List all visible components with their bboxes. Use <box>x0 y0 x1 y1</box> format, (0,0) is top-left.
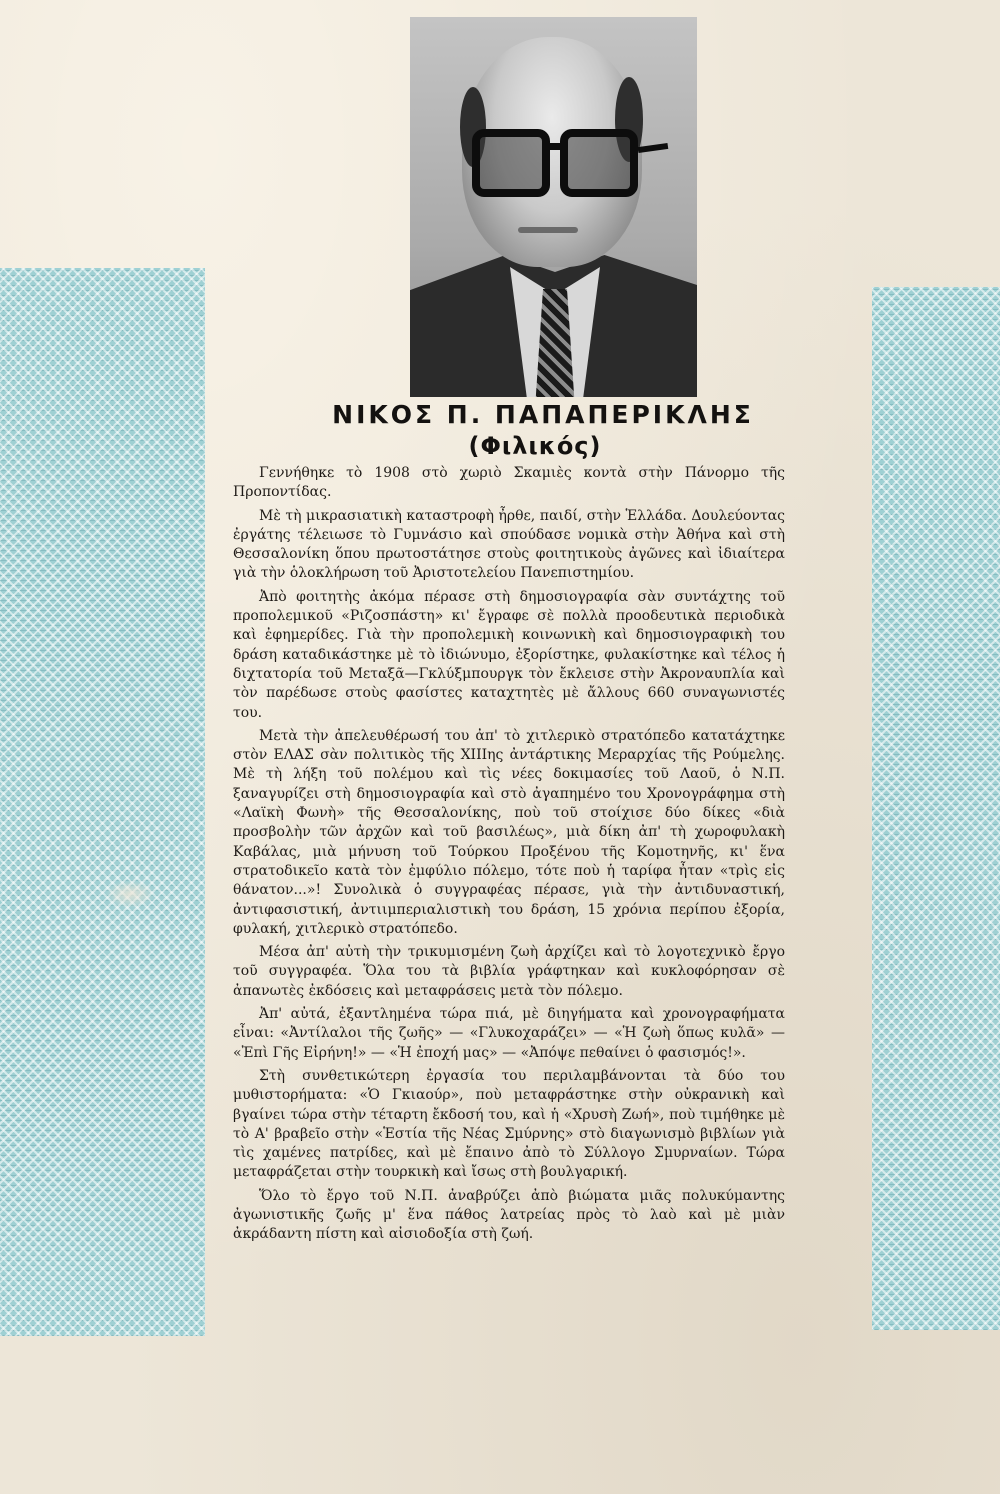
portrait-glasses-arm <box>638 143 669 153</box>
author-name: ΝΙΚΟΣ Π. ΠΑΠΑΠΕΡΙΚΛΗΣ <box>332 400 754 429</box>
bio-paragraph-birth: Γεννήθηκε τὸ 1908 στὸ χωριὸ Σκαμιὲς κοντὰ στὴν Πάνορμο τῆς Προποντίδας. <box>233 465 785 501</box>
bio-paragraph-education: Μὲ τὴ μικρασιατικὴ καταστροφὴ ἦρθε, παιδί, στὴν Ἑλλάδα. Δουλεύοντας ἐργάτης τέλειωσε τὸ Γυμνάσιο καὶ σπούδασε νομικὰ στὴν Ἀθήνα καὶ στὴ Θεσσαλονίκη ὅπου πρωτοστάτησε στοὺς φοιτητικοὺς ἀγῶνες καὶ ἰδιαίτερα γιὰ τὴν ὁλοκλήρωση τοῦ Ἀριστοτελείου Πανεπιστημίου. <box>233 507 785 582</box>
portrait-glasses-bridge <box>548 143 564 150</box>
author-portrait <box>410 17 697 397</box>
bio-paragraph-summary: Ὅλο τὸ ἔργο τοῦ Ν.Π. ἀναβρύζει ἀπὸ βιώματα μιᾶς πολυκύμαντης ἀγωνιστικῆς ζωῆς μ' ἕνα πάθος λατρείας πρὸς τὸ λαὸ καὶ μὲ μιὰν ἀκράδαντη πίστη καὶ αἰσιοδοξία στὴ ζωή. <box>233 1187 785 1243</box>
left-crosshatch-pattern <box>0 268 205 1336</box>
paper-wear-mark <box>105 880 155 908</box>
author-pseudonym: (Φιλικός) <box>468 432 602 460</box>
bio-paragraph-liberation: Μετὰ τὴν ἀπελευθέρωσή του ἀπ' τὸ χιτλερικὸ στρατόπεδο κατατάχτηκε στὸν ΕΛΑΣ σὰν πολιτικὸς τῆς XIIIης ἀντάρτικης Μεραρχίας τῆς Ρούμελης. Μὲ τὴ λήξη τοῦ πολέμου καὶ τὶς νέες δοκιμασίες τοῦ Λαοῦ, ὁ Ν.Π. ξαναγυρίζει στὴ δημοσιογραφία καὶ στὸ ἀγαπημένο του Χρονογράφημα στὴ «Λαϊκὴ Φωνὴ» τῆς Θεσσαλονίκης, ποὺ τοῦ στοίχισε δύο δίκες «διὰ προσβολὴν τῶν ἀρχῶν καὶ τοῦ βασιλέως», μιὰ δίκη ἀπ' τὴ χωροφυλακὴ Καβάλας, μιὰ μήνυση τοῦ Τούρκου Προξένου τῆς Κομοτηνῆς, κι' ἕνα στρατοδικεῖο κατὰ τὸν ἐμφύλιο πόλεμο, τότε ποὺ ἡ ταρίφα ἦταν «τρὶς εἰς θάνατον...»! Συνολικὰ ὁ συγγραφέας πέρασε, γιὰ τὴν ἀντιδυναστική, ἀντιφασιστική, ἀντιιμπεριαλιστικὴ του δράση, 15 χρόνια περίπου ἐξορία, φυλακή, χιτλερικὸ στρατόπεδο. <box>233 727 785 937</box>
portrait-glasses-right-lens <box>560 129 638 197</box>
biography-text <box>233 464 785 1249</box>
bio-paragraph-literary-work: Μέσα ἀπ' αὐτὴ τὴν τρικυμισμένη ζωὴ ἀρχίζει καὶ τὸ λογοτεχνικὸ ἔργο τοῦ συγγραφέα. Ὅλα του τὰ βιβλία γράφτηκαν καὶ κυκλοφόρησαν σὲ ἀπανωτὲς ἐκδόσεις καὶ μεταφράσεις μετὰ τὸν πόλεμο. <box>233 944 785 999</box>
portrait-glasses-left-lens <box>472 129 550 197</box>
bio-paragraph-journalism: Ἀπὸ φοιτητὴς ἀκόμα πέρασε στὴ δημοσιογραφία σὰν συντάχτης τοῦ προπολεμικοῦ «Ριζοσπάστη» κι' ἔγραφε σὲ πολλὰ προοδευτικὰ περιοδικὰ καὶ ἐφημερίδες. Γιὰ τὴν προπολεμικὴ κοινωνικὴ καὶ δημοσιογραφικὴ του δράση καταδικάστηκε μὲ τὸ ἰδιώνυμο, ἐξορίστηκε, φυλακίστηκε καὶ τέλος ἡ διχτατορία τοῦ Μεταξᾶ—Γκλύξμπουργκ τὸν ἔκλεισε στὴν Ἀκροναυπλία καὶ τὸν παρέδωσε στοὺς φασίστες καταχτητὲς μὲ ἄλλους 660 συναγωνιστές του. <box>233 588 785 721</box>
bio-paragraph-short-stories: Ἀπ' αὐτά, ἐξαντλημένα τώρα πιά, μὲ διηγήματα καὶ χρονογραφήματα εἶναι: «Ἀντίλαλοι τῆς ζωῆς» — «Γλυκοχαράζει» — «Ἡ ζωὴ ὅπως κυλᾶ» — «Ἐπὶ Γῆς Εἰρήνη!» — «Ἡ ἐποχή μας» — «Ἀπόψε πεθαίνει ὁ φασισμός!». <box>233 1006 785 1061</box>
bio-paragraph-novels: Στὴ συνθετικώτερη ἐργασία του περιλαμβάνονται τὰ δύο του μυθιστορήματα: «Ὁ Γκιαούρ», ποὺ μεταφράστηκε στὴν οὐκρανικὴ καὶ βγαίνει τώρα στὴν τέταρτη ἔκδοσή του, καὶ ἡ «Χρυσὴ Ζωή», ποὺ τιμήθηκε μὲ τὸ Α' βραβεῖο στὴν «Ἑστία τῆς Νέας Σμύρνης» στὸ διαγωνισμὸ βιβλίων γιὰ τὶς χαμένες πατρίδες, καὶ μὲ ἔπαινο ἀπὸ τὸ Σύλλογο Σμυρναίων. Τώρα μεταφράζεται στὴν τουρκικὴ καὶ ἴσως στὴ βουλγαρική. <box>233 1067 785 1181</box>
right-crosshatch-pattern <box>872 287 1000 1330</box>
portrait-mouth <box>518 227 578 233</box>
